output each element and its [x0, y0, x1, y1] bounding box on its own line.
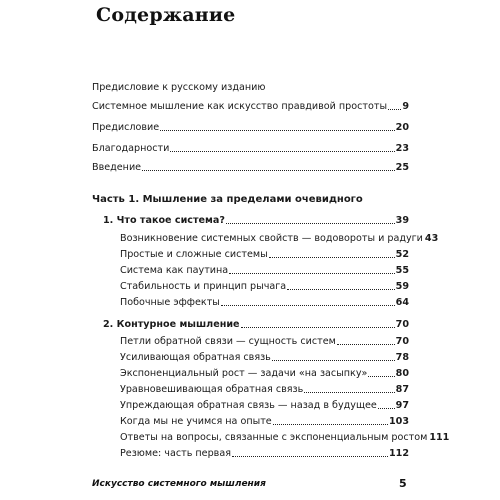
- toc-page-number: 111: [429, 432, 450, 443]
- toc-page-number: 59: [395, 281, 409, 292]
- chapter-entry[interactable]: [103, 318, 409, 331]
- section-label: Простые и сложные системы: [120, 249, 268, 260]
- toc-page-number: 20: [395, 122, 409, 133]
- toc-page-number: 70: [395, 319, 409, 330]
- section-entry[interactable]: [120, 280, 409, 293]
- section-entry[interactable]: [120, 296, 409, 309]
- section-label: Стабильность и принцип рычага: [120, 281, 287, 292]
- section-entry[interactable]: [120, 248, 409, 261]
- leader-dots: [287, 288, 394, 290]
- leader-dots: [337, 343, 395, 345]
- leader-dots: [241, 326, 395, 328]
- toc-entry[interactable]: [92, 161, 409, 174]
- leader-dots: [229, 272, 394, 274]
- section-label: Усиливающая обратная связь: [120, 352, 271, 363]
- toc-page-number: 97: [395, 400, 409, 411]
- leader-dots: [221, 304, 395, 306]
- leader-dots: [273, 423, 388, 425]
- section-entry[interactable]: [120, 415, 409, 428]
- section-label: Упреждающая обратная связь — назад в будущее: [120, 400, 377, 411]
- section-label: Возникновение системных свойств — водовороты и радуги: [120, 233, 423, 244]
- leader-dots: [368, 375, 394, 377]
- leader-dots: [232, 455, 388, 457]
- leader-dots: [378, 407, 395, 409]
- toc-page-number: 55: [395, 265, 409, 276]
- footer-page-number: 5: [399, 477, 407, 490]
- toc-entry-label: Благодарности: [92, 143, 170, 154]
- chapter-label: 2. Контурное мышление: [103, 319, 240, 330]
- toc-page-number: 70: [395, 336, 409, 347]
- section-entry[interactable]: [120, 264, 409, 277]
- section-entry[interactable]: [120, 399, 409, 412]
- section-entry[interactable]: [120, 367, 409, 380]
- section-label: Экспоненциальный рост — задачи «на засыпку»: [120, 368, 368, 379]
- toc-page-number: 25: [395, 162, 409, 173]
- toc-page-number: 43: [424, 233, 439, 244]
- section-label: Петли обратной связи — сущность систем: [120, 336, 336, 347]
- leader-dots: [304, 391, 394, 393]
- toc-page-number: 103: [388, 416, 409, 427]
- toc-page-number: 23: [395, 143, 409, 154]
- chapter-entry[interactable]: [103, 214, 409, 227]
- section-label: Система как паутина: [120, 265, 229, 276]
- toc-entry[interactable]: [92, 142, 409, 155]
- section-entry[interactable]: [120, 232, 439, 245]
- section-entry[interactable]: [120, 335, 409, 348]
- section-label: Когда мы не учимся на опыте: [120, 416, 272, 427]
- section-entry[interactable]: [120, 447, 409, 460]
- toc-page-number: 64: [395, 297, 409, 308]
- toc-entry[interactable]: [92, 100, 409, 113]
- toc-page-number: 112: [388, 448, 409, 459]
- toc-page-number: 78: [395, 352, 409, 363]
- toc-entry[interactable]: [92, 121, 409, 134]
- footer-book-title: Искусство системного мышления: [92, 479, 266, 489]
- toc-page-number: 80: [395, 368, 409, 379]
- section-entry[interactable]: [120, 431, 450, 444]
- section-label: Побочные эффекты: [120, 297, 220, 308]
- section-entry[interactable]: [120, 351, 409, 364]
- leader-dots: [170, 150, 394, 152]
- section-entry[interactable]: [120, 383, 409, 396]
- toc-entry-label: Предисловие: [92, 122, 160, 133]
- toc-page-number: 52: [395, 249, 409, 260]
- toc-entry-label: Введение: [92, 162, 142, 173]
- toc-page-number: 39: [395, 215, 409, 226]
- leader-dots: [226, 222, 395, 224]
- toc-page-number: 87: [395, 384, 409, 395]
- section-label: Уравновешивающая обратная связь: [120, 384, 304, 395]
- leader-dots: [142, 169, 395, 171]
- leader-dots: [160, 129, 394, 131]
- chapter-label: 1. Что такое система?: [103, 215, 225, 226]
- leader-dots: [388, 108, 401, 110]
- part-heading[interactable]: [92, 193, 363, 206]
- toc-entry-label: Системное мышление как искусство правдивой простоты: [92, 101, 388, 112]
- section-label: Резюме: часть первая: [120, 448, 231, 459]
- leader-dots: [272, 359, 395, 361]
- leader-dots: [269, 256, 395, 258]
- toc-page-number: 9: [402, 101, 409, 112]
- section-label: Ответы на вопросы, связанные с экспоненциальным ростом: [120, 432, 428, 443]
- toc-entry-label: Предисловие к русскому изданию: [92, 82, 266, 93]
- toc-entry-preface-ru[interactable]: [92, 81, 265, 94]
- part-heading-label: Часть 1. Мышление за пределами очевидного: [92, 194, 363, 205]
- page-title: Содержание: [96, 4, 236, 26]
